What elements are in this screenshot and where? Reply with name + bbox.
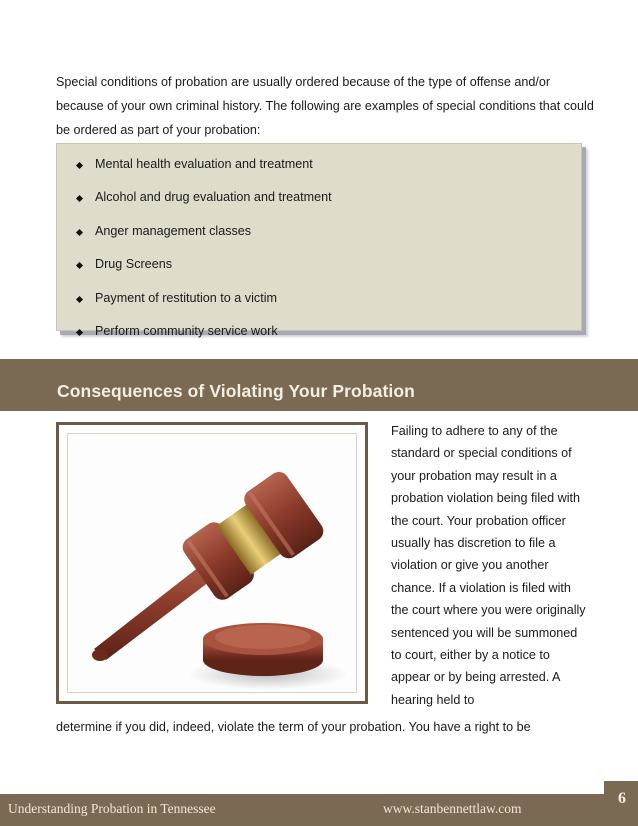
footer-website: www.stanbennettlaw.com: [383, 801, 522, 816]
page-number: 6: [618, 790, 626, 807]
list-item: [57, 315, 581, 348]
list-item-text: Drug Screens: [95, 257, 172, 272]
gavel-photo: [67, 433, 357, 693]
list-item: [57, 148, 581, 181]
list-item-text: Payment of restitution to a victim: [95, 290, 277, 305]
list-item: [57, 215, 581, 248]
section-heading-band: [0, 359, 638, 411]
list-item-text: Anger management classes: [95, 223, 252, 238]
intro-paragraph: Special conditions of probation are usually ordered because of the type of offense and/or because of your own criminal history. The following are examples of special conditions that could be ordered as part of your probation:: [56, 75, 594, 137]
continuation-paragraph: determine if you did, indeed, violate the term of your probation. You have a right to be: [56, 720, 531, 734]
list-item-text: Mental health evaluation and treatment: [95, 157, 313, 171]
bullet-icon: [76, 195, 83, 202]
side-paragraph: Failing to adhere to any of the standard or special conditions of your probation may result in a probation violation being filed with the court. Your probation officer usually has discretion to file a violation or give you another chance. If a violation is filed with the court where you were originally sentenced you will be summoned to court, either by a notice to appear or by being arrested. A hearing held to: [391, 424, 586, 707]
list-item: [57, 282, 581, 315]
bullet-icon: [76, 296, 83, 303]
gavel-photo-frame: [56, 422, 368, 704]
section-heading: Consequences of Violating Your Probation: [57, 381, 415, 401]
special-conditions-list: [57, 144, 581, 348]
bullet-icon: [76, 329, 83, 336]
page-footer: [0, 794, 638, 826]
bullet-icon: [76, 262, 83, 269]
bullet-icon: [76, 229, 83, 236]
page-number-tab: [604, 781, 638, 826]
footer-title: Understanding Probation in Tennessee: [8, 801, 216, 816]
gavel-icon: [68, 434, 360, 696]
special-conditions-box: [56, 143, 582, 338]
list-item-text: Perform community service work: [95, 323, 278, 338]
list-item: [57, 181, 581, 214]
list-item-text: Alcohol and drug evaluation and treatment: [95, 190, 332, 205]
list-item: [57, 248, 581, 281]
bullet-icon: [76, 162, 83, 169]
